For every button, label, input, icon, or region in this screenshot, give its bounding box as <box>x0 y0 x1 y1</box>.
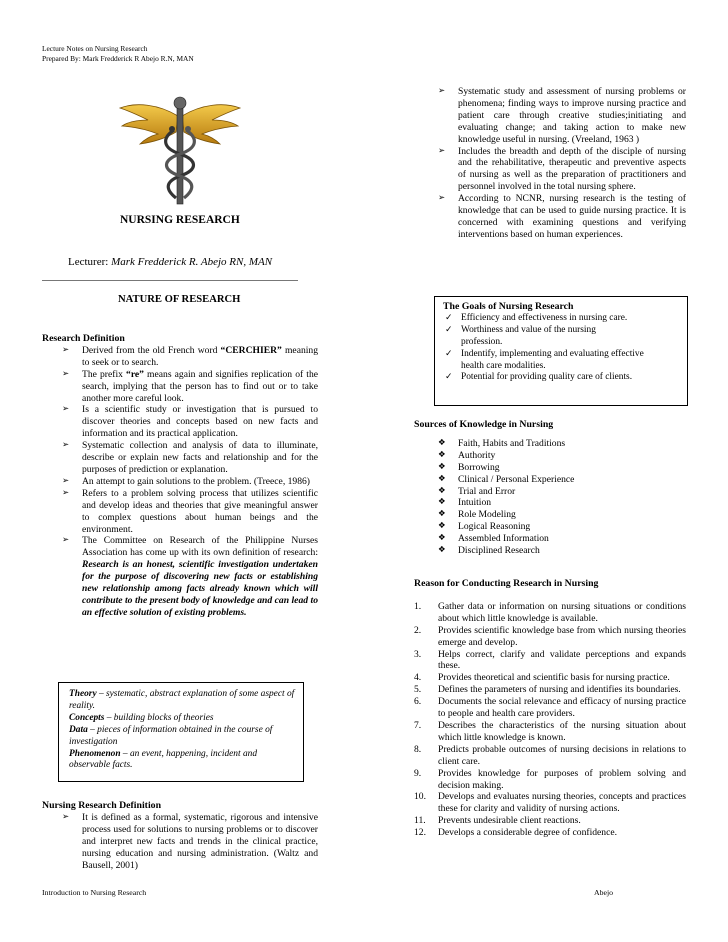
nursing-research-definition-heading: Nursing Research Definition <box>42 800 162 811</box>
lecturer-name: Mark Fredderick R. Abejo RN, MAN <box>111 256 273 268</box>
sources-heading: Sources of Knowledge in Nursing <box>414 419 554 430</box>
footer-author: Abejo <box>594 888 614 897</box>
list-item-pna-definition: ➢ The Committee on Research of the Philippine Nurses Association has come up with its own definition of research: Research is an honest, scientific investigation undertaken for the purpose of discovering new facts or establishing new relationship among facts already known which will contribute to the present body of knowledge and can lead to an effective solution of existing problems. <box>42 535 318 618</box>
list-item: ✓ Indentify, implementing and evaluating effective health care modalities. <box>443 349 683 373</box>
list-item: ❖ Role Modeling <box>414 509 686 521</box>
definition-data: Data – pieces of information obtained in the course of investigation <box>69 724 273 747</box>
list-item: ❖ Disciplined Research <box>414 545 686 557</box>
sources-section <box>414 419 686 557</box>
list-item: ❖ Borrowing <box>414 462 686 474</box>
list-item: ➢ According to NCNR, nursing research is the testing of knowledge that can be used to guide nursing practice. It is concerned with examining questions and verifying interventions based on human experiences. <box>434 193 686 241</box>
footer-title: Introduction to Nursing Research <box>42 888 147 897</box>
list-item: 10. Develops and evaluates nursing theories, concepts and practices these for clarity and validity of nursing actions. <box>414 791 686 815</box>
list-item: 12. Develops a considerable degree of confidence. <box>414 827 617 839</box>
left-wing <box>120 105 178 144</box>
list-item: ➢ It is defined as a formal, systematic, rigorous and intensive process used for solutions to nursing problems or to discover and interpret new facts and trends in the clinical practice, nursing education and nursing administration. (Waltz and Bausell, 2001) <box>42 812 318 872</box>
list-item: 5. Defines the parameters of nursing and identifies its boundaries. <box>414 684 681 696</box>
page-header <box>42 44 194 63</box>
list-item: 11. Prevents undesirable client reactions. <box>414 815 581 827</box>
research-definition-list <box>42 345 318 619</box>
list-item: ➢ Systematic study and assessment of nursing problems or phenomena; finding ways to improve nursing practice and patient care through creative studies;initiating and evaluating change; and taking action to make new knowledge useful in nursing. (Vreeland, 1963 ) <box>434 86 686 146</box>
lecturer-line <box>68 256 272 268</box>
list-item: ❖ Logical Reasoning <box>414 521 686 533</box>
section-heading-nature: NATURE OF RESEARCH <box>118 294 241 305</box>
list-item: 2. Provides scientific knowledge base from which nursing theories emerge and develop. <box>414 624 686 648</box>
list-item: 1. Gather data or information on nursing situations or conditions about which little knowledge is available. <box>414 600 686 624</box>
lecturer-label: Lecturer: <box>68 256 109 268</box>
header-line-2: Prepared By: Mark Fredderick R Abejo R.N, MAN <box>42 53 194 63</box>
page-title: NURSING RESEARCH <box>120 214 240 226</box>
definition-theory: Theory – systematic, abstract explanation of some aspect of reality. <box>69 689 295 711</box>
list-item: ✓ Worthiness and value of the nursing profession. <box>443 325 683 349</box>
list-item: 9. Provides knowledge for purposes of problem solving and decision making. <box>414 767 686 791</box>
list-item: 8. Predicts probable outcomes of nursing decisions in relations to client care. <box>414 743 686 767</box>
right-wing <box>182 105 240 144</box>
list-item: ❖ Authority <box>414 450 686 462</box>
list-item: ➢ An attempt to gain solutions to the problem. (Treece, 1986) <box>42 476 318 488</box>
list-item: ➢ Systematic collection and analysis of data to illuminate, describe or explain new facts and relationship and for the purposes of prediction or explanation. <box>42 440 318 476</box>
reasons-heading: Reason for Conducting Research in Nursing <box>414 578 599 589</box>
list-item: 7. Describes the characteristics of the nursing situation about which little knowledge is known. <box>414 719 686 743</box>
header-line-1: Lecture Notes on Nursing Research <box>42 44 148 53</box>
list-item: ❖ Clinical / Personal Experience <box>414 474 686 486</box>
list-item: ❖ Intuition <box>414 497 686 509</box>
goals-heading: The Goals of Nursing Research <box>443 301 574 312</box>
definition-concepts: Concepts – building blocks of theories <box>69 712 214 723</box>
right-top-list <box>434 86 686 241</box>
list-item: ➢ Refers to a problem solving process that utilizes scientific and develop ideas and theories that give meaningful answer to complex questions about human beings and the environment. <box>42 488 318 536</box>
nursing-research-definition <box>42 800 318 871</box>
list-item: ➢ Includes the breadth and depth of the disciple of nursing and the rehabilitative, therapeutic and preventive aspects of nursing as well as the preparation of practitioners and personnel involved in the total nursing sphere. <box>434 146 686 194</box>
list-item: ✓ Efficiency and effectiveness in nursing care. <box>443 313 683 325</box>
list-item: 4. Provides theoretical and scientific basis for nursing practice. <box>414 672 670 684</box>
list-item: ➢ Is a scientific study or investigation that is pursued to discover theories and concepts based on new facts and information and its practical application. <box>42 404 318 440</box>
definitions-box <box>58 682 304 782</box>
list-item: 3. Helps correct, clarify and validate perceptions and expands these. <box>414 648 686 672</box>
divider <box>42 280 298 281</box>
list-item: ✓ Potential for providing quality care of clients. <box>443 372 683 384</box>
research-definition-heading: Research Definition <box>42 333 125 344</box>
list-item: ❖ Faith, Habits and Traditions <box>414 438 686 450</box>
reasons-section <box>414 578 686 839</box>
left-column <box>42 333 318 619</box>
goals-box <box>434 296 688 406</box>
list-item: ❖ Assembled Information <box>414 533 686 545</box>
list-item: 6. Documents the social relevance and efficacy of nursing practice to people and health care providers. <box>414 696 686 720</box>
list-item: ➢ The prefix “re” means again and signifies replication of the search, implying that the person has to find out or to take another more careful look. <box>42 369 318 405</box>
list-item: ➢ Derived from the old French word “CERCHIER” meaning to seek or to search. <box>42 345 318 369</box>
definition-phenomenon: Phenomenon – an event, happening, incident and observable facts. <box>69 748 258 771</box>
list-item: ❖ Trial and Error <box>414 486 686 498</box>
caduceus-icon <box>118 94 242 206</box>
